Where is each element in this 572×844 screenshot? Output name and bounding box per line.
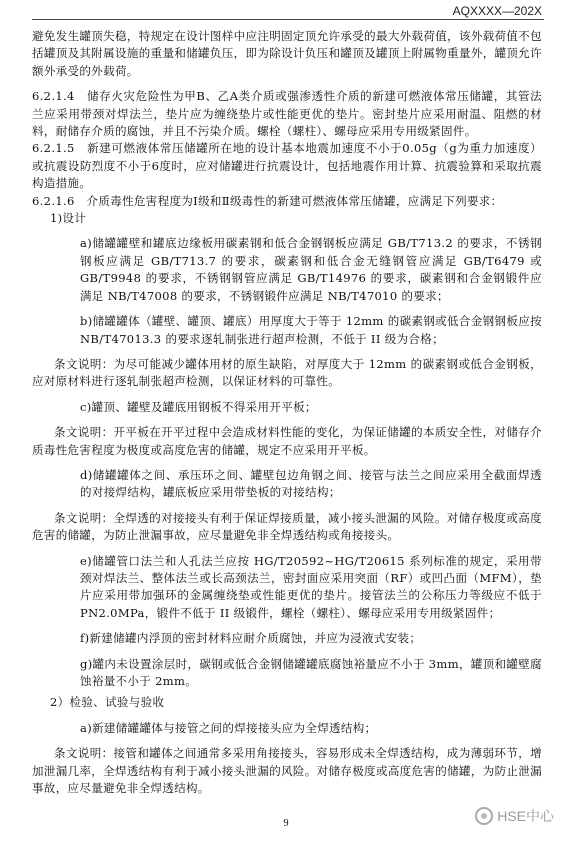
clause-6-2-1-4: 6.2.1.4 储存火灾危险性为甲B、乙A类介质或强渗透性介质的新建可燃液体常压储罐，其管法兰应采用带颈对焊法兰，垫片应为缠绕垫片或性能更优的垫片。密封垫片应采用耐温、阻燃的材料，耐储存介质的腐蚀，并且不污染介质。螺栓（螺柱）、螺母应采用专用级紧固件。 (32, 89, 542, 139)
watermark-text: HSE中心 (497, 808, 554, 824)
item-e-flanges: e)储罐管口法兰和人孔法兰应按 HG/T20592~HG/T20615 系列标准的规定，采用带颈对焊法兰、整体法兰或长高颈法兰，密封面应采用突面（RF）或凹凸面（MFM），垫片应采用带加强环的金属缠绕垫或性能更优的垫片。接管法兰的公称压力等级应不低于 PN2.0MPa，锻件不低于 II 级锻件，螺栓（螺柱）、螺母应采用专用级紧固件； (80, 553, 542, 620)
item-a-materials: a)储罐罐壁和罐底边缘板用碳素钢和低合金钢钢板应满足 GB/T713.2 的要求，不锈钢钢板应满足 GB/T713.7 的要求，碳素钢和低合金无缝钢管应满足 GB/T6479 或 GB/T9948 的要求，不锈钢钢管应满足 GB/T14976 的要求，碳素钢和合金钢锻件应满足 NB/T47008 的要求，不锈钢锻件应满足 NB/T47010 的要求； (80, 236, 542, 303)
document-body (32, 28, 542, 797)
watermark-logo-icon (475, 807, 493, 825)
item-d-welding: d)储罐罐体之间、承压环之间、罐壁包边角钢之间、接管与法兰之间应采用全截面焊透的对接焊结构，罐底板应采用带垫板的对接结构； (80, 467, 542, 500)
subsection-design: 1)设计 (50, 211, 87, 226)
clause-6-2-1-5: 6.2.1.5 新建可燃液体常压储罐所在地的设计基本地震加速度不小于0.05g（g为重力加速度）或抗震设防烈度不小于6度时，应对储罐进行抗震设计，包括地震作用计算、抗震验算和采取抗震构造措施。 (32, 141, 542, 191)
paragraph-intro: 避免发生罐顶失稳，特规定在设计图样中应注明固定顶允许承受的最大外载荷值，该外载荷值不包括罐顶及其附属设施的重量和储罐负压，即为除设计负压和罐顶及罐顶上附属物重量外，罐顶允许额外承受的外载荷。 (32, 29, 542, 78)
header-rule (32, 19, 544, 20)
clause-6-2-1-6: 6.2.1.6 介质毒性危害程度为Ⅰ级和Ⅱ级毒性的新建可燃液体常压储罐，应满足下列要求： (32, 193, 503, 208)
note-weld-joints: 条文说明：接管和罐体之间通常多采用角接接头，容易形成未全焊透结构，成为薄弱环节，增加泄漏几率，全焊透结构有利于减小接头泄漏的风险。对储存极度或高度危害的储罐，为防止泄漏事故，应尽量避免非全焊透结构。 (32, 746, 542, 796)
item-b-ultrasonic: b)储罐罐体（罐壁、罐顶、罐底）用厚度大于等于 12mm 的碳素钢或低合金钢钢板应按 NB/T47013.3 的要求逐轧制张进行超声检测，不低于 II 级为合格； (80, 314, 542, 346)
item-a-weld-joints: a)新建储罐罐体与接管之间的焊接接头应为全焊透结构； (80, 720, 377, 735)
note-c: 条文说明：开平板在开平过程中会造成材料性能的变化，为保证储罐的本质安全性，对储存介质毒性危害程度为极度或高度危害的储罐，规定不应采用开平板。 (32, 425, 542, 457)
subsection-inspection: 2）检验、试验与验收 (50, 695, 165, 710)
page-number: 9 (283, 818, 289, 829)
note-d: 条文说明：全焊透的对接接头有利于保证焊接质量，减小接头泄漏的风险。对储存极度或高度危害的储罐，为防止泄漏事故，应尽量避免非全焊透结构或角接接头。 (32, 510, 542, 543)
note-b: 条文说明：为尽可能减少罐体用材的原生缺陷，对厚度大于 12mm 的碳素钢或低合金钢板，应对原材料进行逐轧制张超声检测，以保证材料的可靠性。 (32, 356, 542, 389)
item-f-seal: f)新建储罐内浮顶的密封材料应耐介质腐蚀，并应为浸液式安装； (80, 631, 422, 646)
item-g-corrosion: g)罐内未设置涂层时，碳钢或低合金钢储罐罐底腐蚀裕量应不小于 3mm，罐顶和罐壁腐蚀裕量不小于 2mm。 (80, 656, 542, 688)
item-c-plates: c)罐顶、罐壁及罐底用钢板不得采用开平板； (80, 399, 317, 414)
watermark (475, 806, 554, 826)
standard-code: AQXXXX—202X (452, 4, 542, 18)
